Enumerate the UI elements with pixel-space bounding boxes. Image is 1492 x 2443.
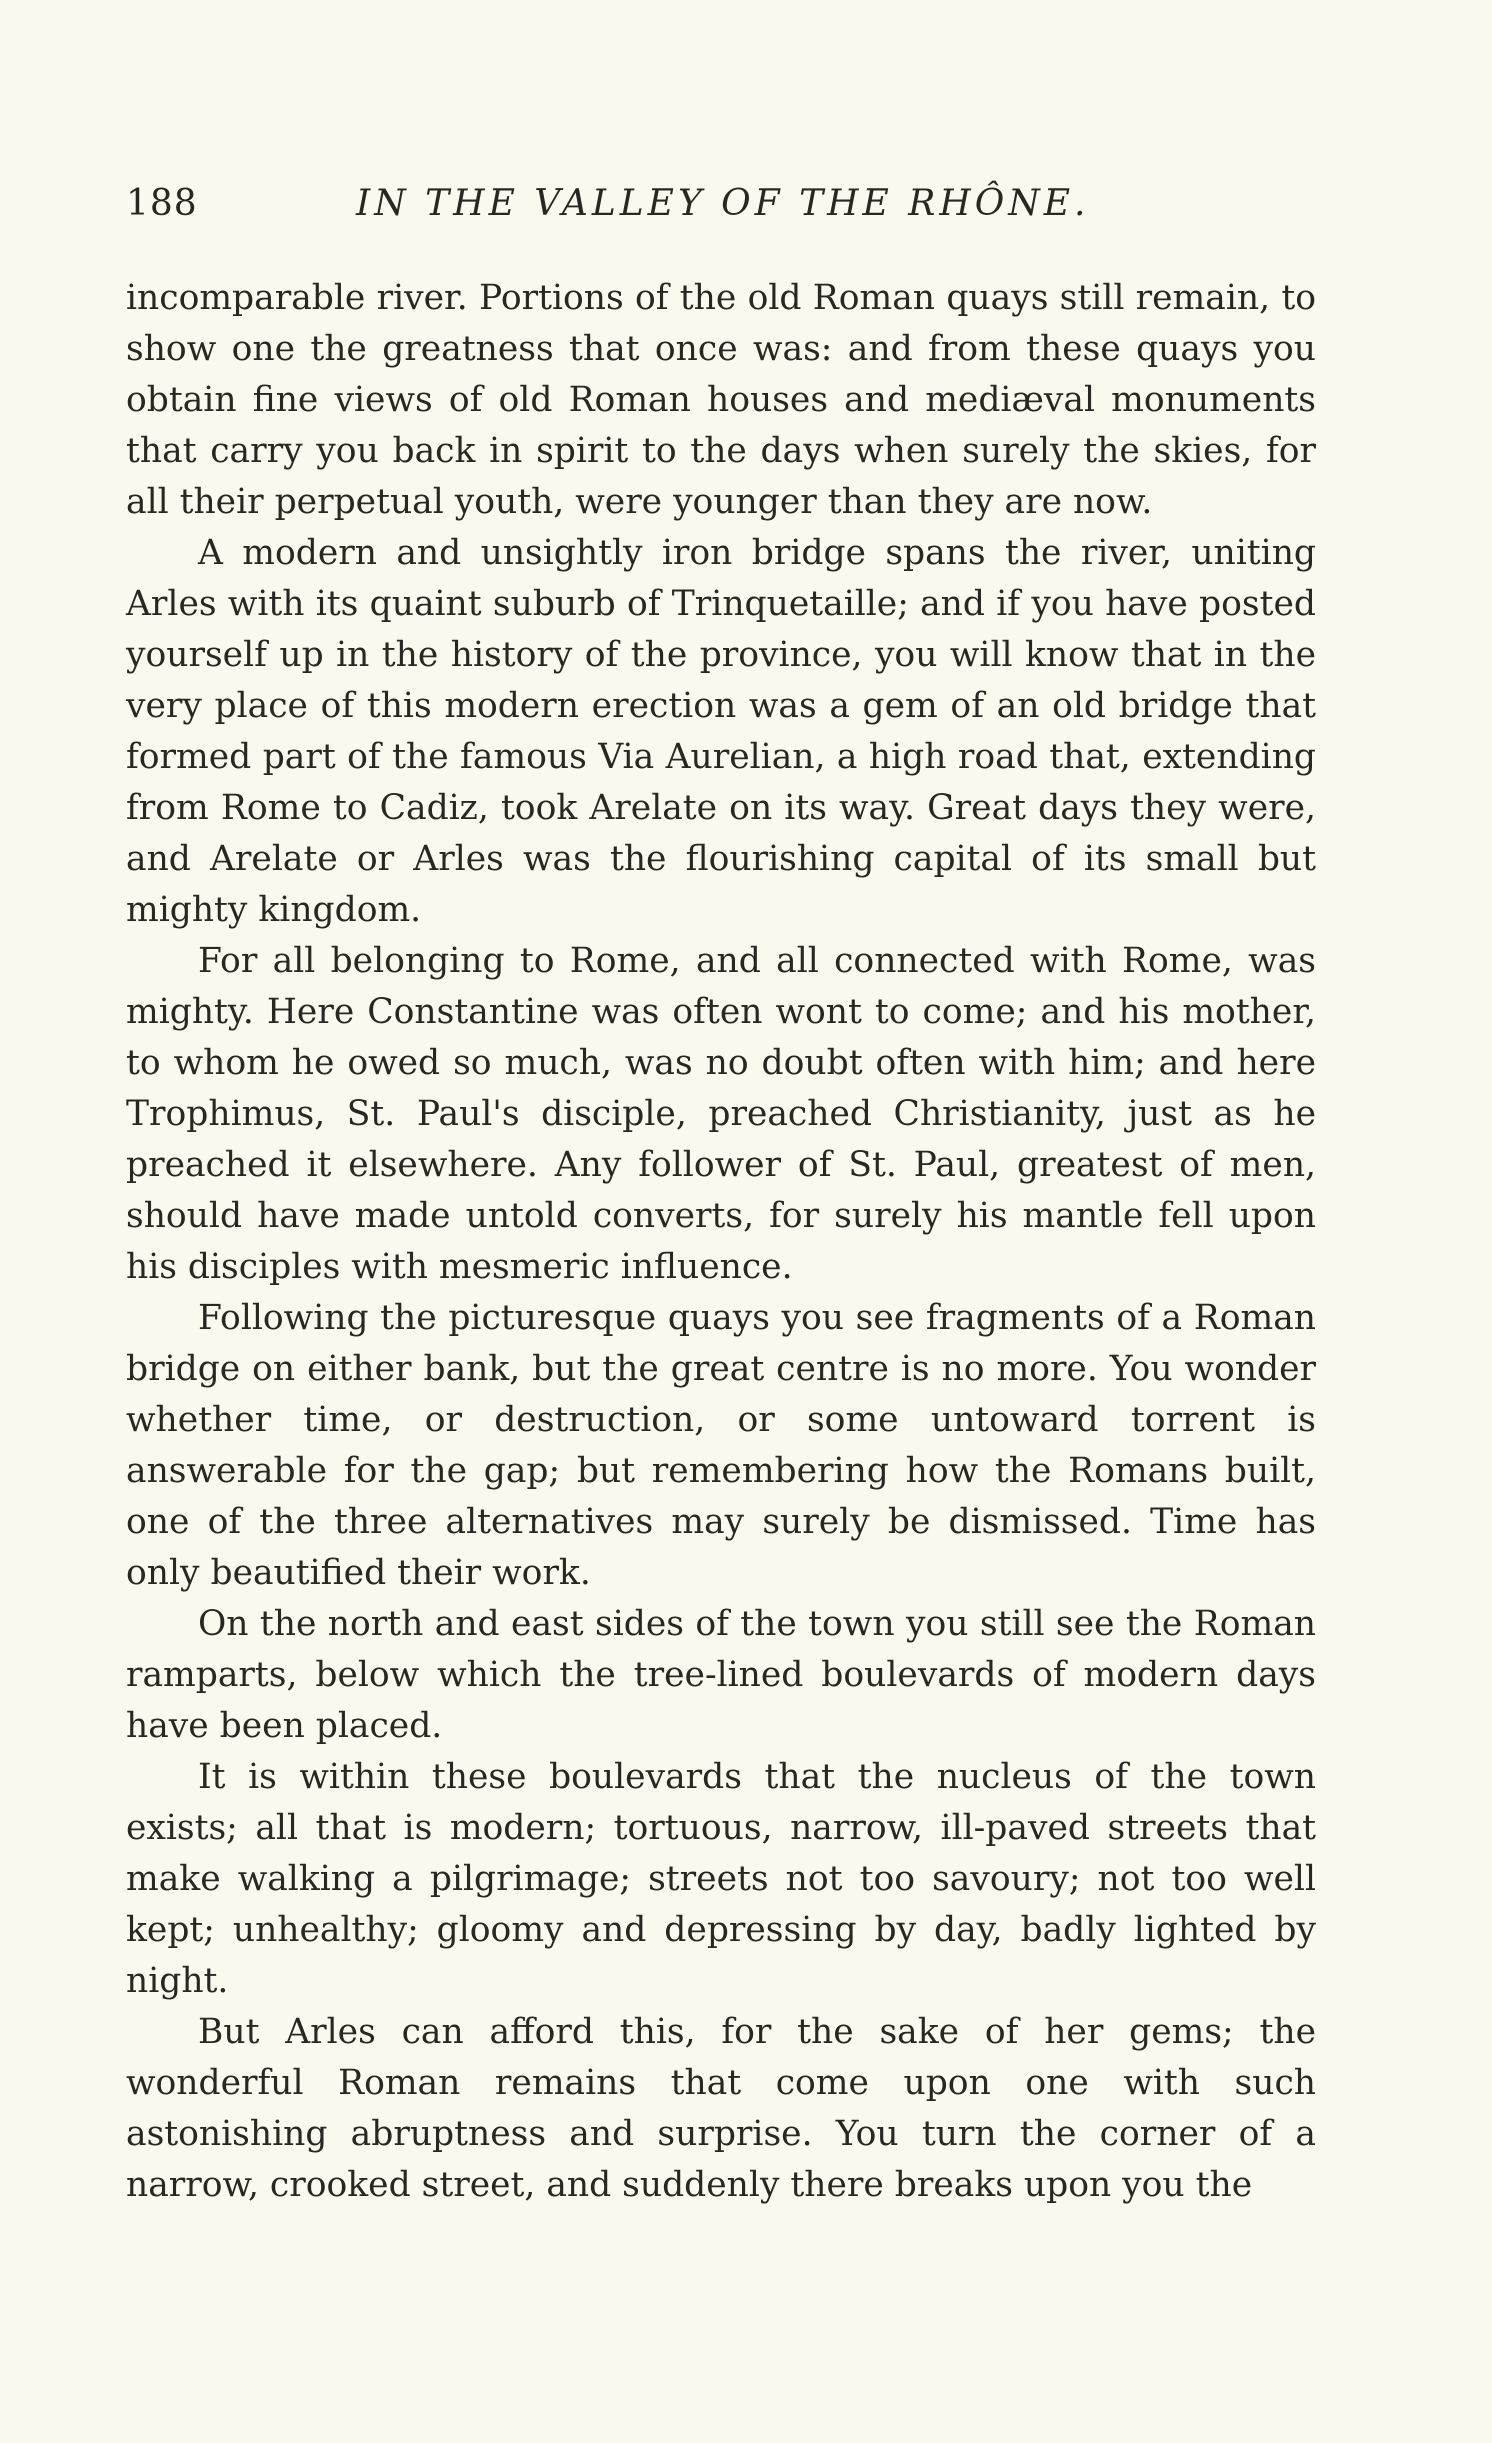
running-head: IN THE VALLEY OF THE RHÔNE. — [356, 183, 1090, 224]
paragraph: Following the picturesque quays you see fragments of a Roman bridge on either bank, but the great centre is no more. You wonder whether time, or destruction, or some untoward torrent is answerable for the gap; but remembering how the Romans built, one of the three alternatives may surely be dismissed. Time has only beautified their work. — [126, 1298, 1316, 1593]
paragraph: incomparable river. Portions of the old Roman quays still remain, to show one the greatness that once was: and from these quays you obtain fine views of old Roman houses and mediæval monuments that carry you back in spirit to the days when surely the skies, for all their perpetual youth, were younger than they are now. — [126, 278, 1316, 522]
paragraph: A modern and unsightly iron bridge spans the river, uniting Arles with its quaint suburb of Trinquetaille; and if you have posted yourself up in the history of the province, you will know that in the very place of this modern erection was a gem of an old bridge that formed part of the famous Via Aurelian, a high road that, extending from Rome to Cadiz, took Arelate on its way. Great days they were, and Arelate or Arles was the flourishing capital of its small but mighty kingdom. — [126, 533, 1316, 930]
paragraph: It is within these boulevards that the nucleus of the town exists; all that is modern; tortuous, narrow, ill-paved streets that make walking a pilgrimage; streets not too savoury; not too well kept; unhealthy; gloomy and depressing by day, badly lighted by night. — [126, 1757, 1316, 2001]
page-header — [126, 183, 1316, 243]
paragraph: On the north and east sides of the town you still see the Roman ramparts, below which the tree-lined boulevards of modern days have been placed. — [126, 1604, 1316, 1746]
paragraph: For all belonging to Rome, and all connected with Rome, was mighty. Here Constantine was often wont to come; and his mother, to whom he owed so much, was no doubt often with him; and here Trophimus, St. Paul's disciple, preached Christianity, just as he preached it elsewhere. Any follower of St. Paul, greatest of men, should have made untold converts, for surely his mantle fell upon his disciples with mesmeric influence. — [126, 941, 1316, 1287]
body-text — [126, 273, 1316, 2211]
page-number: 188 — [126, 183, 198, 224]
paragraph: But Arles can afford this, for the sake of her gems; the wonderful Roman remains that come upon one with such astonishing abruptness and surprise. You turn the corner of a narrow, crooked street, and suddenly there breaks upon you the — [126, 2012, 1316, 2205]
